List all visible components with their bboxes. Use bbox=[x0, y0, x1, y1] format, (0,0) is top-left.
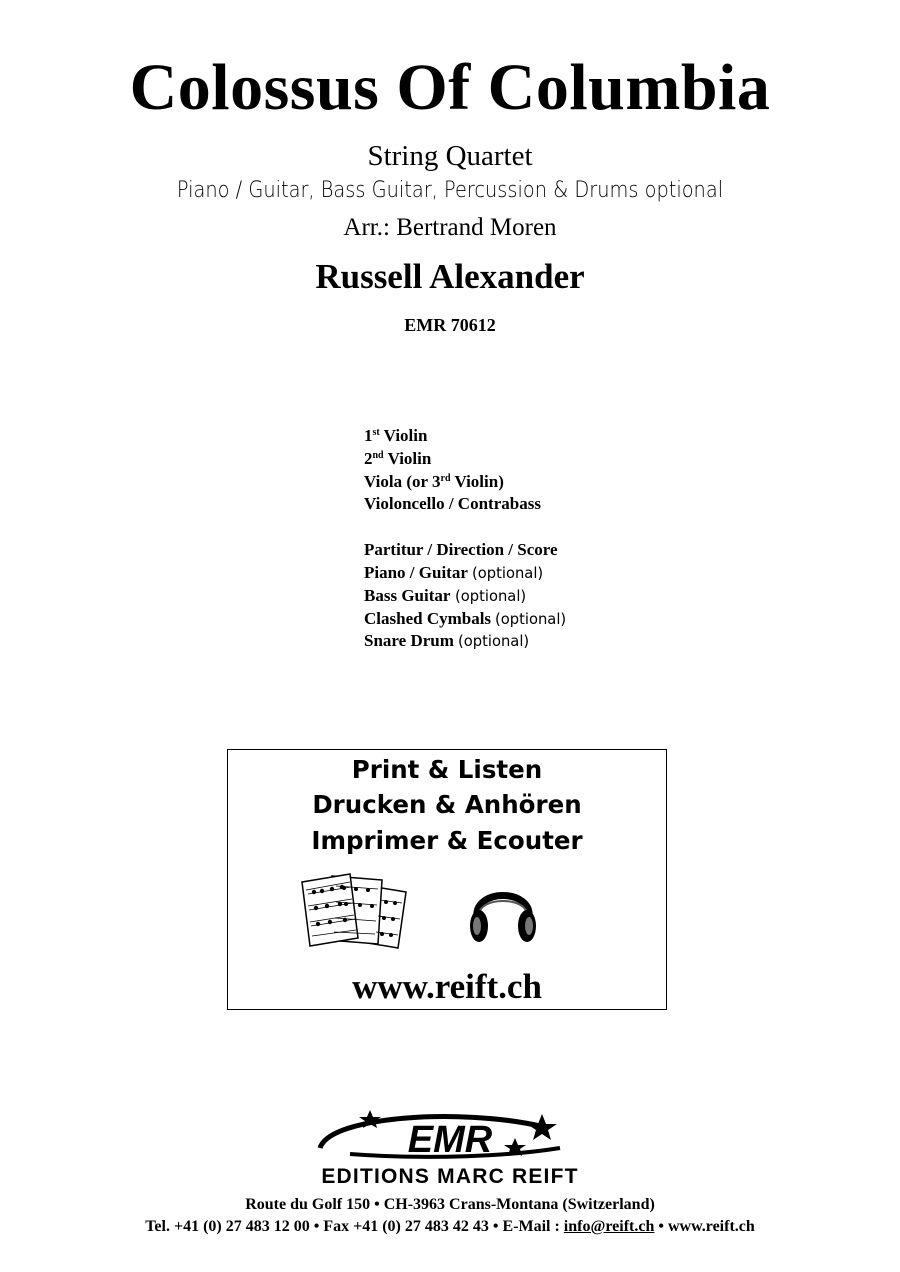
arranger: Arr.: Bertrand Moren bbox=[343, 214, 557, 241]
subtitle: String Quartet bbox=[367, 140, 533, 172]
parts-list bbox=[364, 425, 570, 653]
svg-text:EMR: EMR bbox=[407, 1119, 493, 1161]
publisher-contact: Tel. +41 (0) 27 483 12 00 • Fax +41 (0) 27 483 42 43 • E-Mail : info@reift.ch • www.reift.ch bbox=[145, 1218, 755, 1235]
promo-line-english: Print & Listen bbox=[351, 755, 543, 784]
part-bass-guitar: Bass Guitar (optional) bbox=[364, 585, 526, 605]
composer: Russell Alexander bbox=[315, 257, 585, 296]
part-cymbals: Clashed Cymbals (optional) bbox=[364, 608, 567, 628]
part-viola: Viola (or 3rd Violin) bbox=[364, 471, 504, 491]
promo-line-german: Drucken & Anhören bbox=[312, 790, 582, 819]
publisher-address: Route du Golf 150 • CH-3963 Crans-Montana (Switzerland) bbox=[245, 1196, 655, 1213]
part-piano: Piano / Guitar (optional) bbox=[364, 562, 544, 582]
email-link[interactable]: info@reift.ch bbox=[563, 1218, 655, 1235]
emr-logo bbox=[310, 1108, 590, 1164]
part-violin-2: 2nd Violin bbox=[364, 448, 432, 468]
headphones-icon bbox=[465, 874, 541, 950]
publisher-name: EDITIONS MARC REIFT bbox=[321, 1165, 579, 1188]
print-listen-box bbox=[227, 749, 667, 1010]
sheet-music-icon bbox=[300, 872, 412, 950]
promo-line-french: Imprimer & Ecouter bbox=[311, 826, 583, 855]
part-snare-drum: Snare Drum (optional) bbox=[364, 631, 530, 651]
catalog-number: EMR 70612 bbox=[404, 315, 496, 335]
page-title: Colossus Of Columbia bbox=[129, 51, 771, 124]
promo-website-link[interactable]: www.reift.ch bbox=[352, 967, 542, 1006]
part-violin-1: 1st Violin bbox=[364, 426, 428, 445]
part-cello: Violoncello / Contrabass bbox=[364, 494, 541, 514]
optional-instruments: Piano / Guitar, Bass Guitar, Percussion & Drums optional bbox=[176, 178, 724, 203]
part-score: Partitur / Direction / Score bbox=[364, 540, 558, 560]
